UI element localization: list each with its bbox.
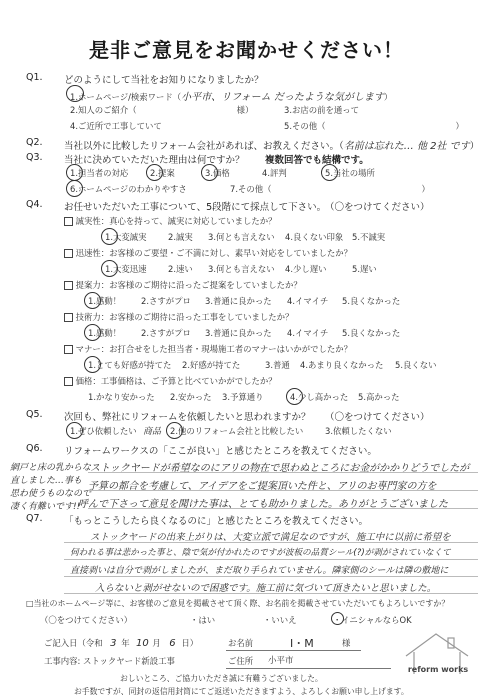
q1-number: Q1.: [26, 72, 43, 83]
q7-line-2: [64, 559, 478, 560]
q4-row-2-opt-2: 2.速い: [168, 264, 193, 274]
q5-note: （〇をつけてください）: [325, 412, 430, 423]
q3-circle-1: [66, 164, 83, 181]
q4-row-3-opt-3: 3.普通に良かった: [205, 296, 272, 306]
q6-question: リフォームワークスの「ここが良い」と感じたところを教えてください。: [64, 446, 377, 457]
q1-question: どのようにして当社をお知りになりましたか？: [64, 75, 264, 86]
q4-row-5-opt-3: 3.普通: [265, 360, 290, 370]
q7-line-1: [64, 542, 478, 543]
q7-question: 「もっとこうしたら良くなるのに」と感じたところを教えてください。: [64, 516, 369, 527]
q4-row-6-circle: [286, 388, 303, 405]
q4-row-3-opt-2: 2.さすがプロ: [141, 296, 191, 306]
entry-honorific: 様: [342, 638, 351, 648]
q4-row-2-label: 迅速性：お客様のご要望・ご不満に対し、素早い対応をしていましたか？: [64, 247, 352, 259]
q4-note: （〇をつけてください）: [325, 202, 430, 213]
q1-option-2: 2.知人のご紹介（ 様）: [70, 105, 254, 115]
q4-row-3-circle: [84, 292, 101, 309]
entry-year: 3: [110, 638, 117, 649]
q1-option-3: 3.お店の前を通って: [284, 105, 359, 115]
q1-selected-circle: [66, 85, 84, 102]
q4-row-4-opt-4: 4.イマイチ: [287, 328, 329, 338]
q4-row-6-opt-4: 4.少し高かった: [290, 392, 349, 402]
q7-answer-line-3: 直接剥いは自分で剥がしましたが、まだ取り手られていません。隣家側のシールは隣の敷地に: [70, 566, 449, 576]
q2-number: Q2.: [26, 137, 43, 148]
q7-line-4: [64, 593, 478, 594]
q3-option-3: 3.価格: [205, 168, 230, 178]
q1-option-1-answer: 小平市、リフォーム だったような気がします: [181, 92, 384, 103]
q4-row-1-opt-1: 1.大変誠実: [105, 232, 147, 242]
q6-line-3: [88, 508, 478, 509]
q6-line-2: [88, 490, 478, 491]
q4-row-5-opt-5: 5.良くない: [395, 360, 437, 370]
entry-address-line: [226, 668, 391, 669]
q4-row-1-opt-3: 3.何とも言えない: [208, 232, 275, 242]
q1-option-4: 4.ご近所で工事していて: [70, 121, 162, 131]
q4-row-5-opt-2: 2.好感が持てた: [182, 360, 241, 370]
entry-name: I・M: [290, 637, 314, 650]
q5-number: Q5.: [26, 409, 43, 420]
q3-circle-5: [321, 164, 338, 181]
q3-number: Q3.: [26, 152, 43, 163]
q5-handwritten-note: 商品: [143, 427, 162, 437]
q4-row-3-opt-1: 1.感動！: [88, 296, 122, 306]
q7-number: Q7.: [26, 513, 43, 524]
q3-option-1: 1.担当者の対応: [70, 168, 129, 178]
q4-row-3-label: 提案力：お客様のご期待に沿ったご提案をしていましたか？: [64, 279, 302, 291]
logo-text: reform works: [407, 665, 469, 674]
q4-row-6-opt-3: 3.予算通り: [222, 392, 264, 402]
q6-answer-line-2: 予算の都合を考慮して、アイデアをご提案頂いた件と、アリのお専門家の方を: [88, 481, 437, 492]
page-title: 是非ご意見をお聞かせください！: [89, 38, 404, 62]
q4-row-6-label: 価格：工事価格は、ご予算と比べていかがでしたか？: [64, 375, 277, 387]
footer-line-2: お手数ですが、同封の返信用封筒にてご返送いただきますよう、よろしくお願い申し上げます。: [74, 687, 409, 696]
q4-row-2-opt-3: 3.何とも言えない: [208, 264, 275, 274]
q3-option-5: 5.当社の場所: [325, 168, 375, 178]
q3-question: 当社に決めていただいた理由は何ですか？: [64, 155, 245, 166]
q6-answer-line-1: ストックヤードが希望なのにアリの物在で思わぬところにお金がかかりどうでしたが: [90, 463, 470, 474]
entry-name-line: [226, 650, 361, 651]
permission-note: （〇をつけてください）: [40, 615, 133, 625]
q4-row-3-opt-4: 4.イマイチ: [287, 296, 329, 306]
q4-row-5-opt-4: 4.あまり良くなかった: [300, 360, 384, 370]
q6-margin-note-3: 思わ使うものなので: [10, 489, 92, 499]
entry-address-label: ご住所: [228, 656, 254, 666]
q4-row-1-opt-5: 5.不誠実: [352, 232, 386, 242]
q7-answer-line-1: ストックヤードの出来上がりは、大変立派で満足なのですが、施工中に以前に希望を: [90, 532, 451, 543]
q3-option-2: 2.提案: [150, 168, 175, 178]
q4-row-2-opt-5: 5.遅い: [352, 264, 377, 274]
permission-option-no: ・いいえ: [263, 615, 297, 625]
q7-answer-line-4: 入らないと剥がせないので困惑です。施工前に気づいて頂きたいと思いました。: [95, 583, 437, 594]
q2-question: 当社以外に比較したリフォーム会社があれば、お教えください。（名前は忘れた… 他 2社 です）: [64, 141, 480, 152]
q4-row-4-opt-2: 2.さすがプロ: [141, 328, 191, 338]
entry-month: 10: [135, 638, 149, 649]
q6-margin-note-1: 網戸と床の乳からな: [10, 463, 92, 473]
q3-circle-2: [146, 164, 163, 181]
q4-row-5-label: マナー：お打合せをした担当者・現場施工者のマナーはいかがでしたか？: [64, 343, 352, 355]
q4-row-6-opt-2: 2.安かった: [170, 392, 212, 402]
q2-answer: 名前は忘れた… 他 2社 です: [343, 141, 470, 152]
q1-option-5: 5.その他（ ）: [284, 121, 464, 131]
q3-option-7: 7.その他（ ）: [230, 184, 430, 194]
entry-date: ご記入日（令和 3 年 10 月 6 日）: [44, 638, 199, 649]
entry-day: 6: [169, 638, 176, 649]
q4-row-1-opt-4: 4.良くない印象: [285, 232, 344, 242]
q4-row-2-opt-4: 4.少し遅い: [285, 264, 327, 274]
q5-option-1: 1.ぜひ依頼したい: [70, 426, 137, 436]
q3-circle-6: [66, 180, 83, 197]
q4-row-3-opt-5: 5.良くなかった: [342, 296, 401, 306]
q3-option-6: 6.ホームページのわかりやすさ: [70, 184, 187, 194]
q4-row-4-opt-1: 1.感動！: [88, 328, 122, 338]
q3-option-4: 4.評判: [262, 168, 287, 178]
reform-works-logo: [400, 630, 482, 690]
q7-answer-line-2: 伺われる事は悲かった事と、陰で気が付かれたのですが波板の品質シール(?)が剥がされていなくて: [70, 548, 451, 558]
q6-line-1: [88, 472, 478, 473]
entry-work: 工事内容: ストックヤード新設工事: [44, 656, 175, 666]
q4-row-4-opt-5: 5.良くなかった: [342, 328, 401, 338]
q4-row-6-opt-1: 1.かなり安かった: [88, 392, 155, 402]
q4-row-1-label: 誠実性：真心を持って、誠実に対応していましたか？: [64, 215, 277, 227]
q6-margin-note-2: 直しました…事も: [10, 476, 83, 486]
q5-question: 次回も、弊社にリフォームを依頼したいと思われますか？: [64, 412, 311, 423]
q3-circle-3: [201, 164, 218, 181]
q4-row-4-label: 技術力：お客様のご期待に沿った工事をしていましたか？: [64, 311, 293, 323]
q6-answer-line-3: 呼んで下さって意見を聞けた事は、とても助かりました。ありがとうございました: [78, 499, 448, 510]
q4-row-1-circle: [101, 228, 118, 245]
entry-name-label: お名前: [228, 638, 254, 648]
q5-option-2: 2.他のリフォーム会社と比較したい: [170, 426, 304, 436]
q6-margin-note-4: 凄く有難いです!!: [10, 502, 81, 512]
q4-question: お任せいただいた工事について、5段階にて採点して下さい。: [64, 202, 327, 213]
q5-circle-2: [166, 422, 183, 439]
q4-row-6-opt-5: 5.高かった: [358, 392, 400, 402]
permission-circle: [331, 612, 344, 625]
q4-row-1-opt-2: 2.誠実: [168, 232, 193, 242]
permission-question: □当社のホームページ等に、お客様のご意見を掲載させて頂く際、お名前を掲載させていただいてもよろしいですか？: [26, 599, 450, 608]
q5-option-3: 3.依頼したくない: [325, 426, 392, 436]
footer-line-1: おしいところ、ご協力いただき誠に有難うございました。: [120, 674, 323, 683]
q4-row-4-opt-3: 3.普通に良かった: [205, 328, 272, 338]
q4-row-4-circle: [84, 324, 101, 341]
permission-option-yes: ・はい: [190, 615, 216, 625]
q1-option-1: 1.ホームページ/検索ワード（小平市、リフォーム だったような気がします）: [70, 92, 393, 103]
q3-note: 複数回答でも結構です。: [265, 155, 369, 166]
q4-row-2-opt-1: 1.大変迅速: [105, 264, 147, 274]
q4-row-2-circle: [101, 260, 118, 277]
q7-line-3: [64, 576, 478, 577]
q4-row-5-circle: [84, 356, 101, 373]
permission-option-initials: ・イニシャルならOK: [333, 615, 412, 625]
q5-circle-1: [66, 422, 83, 439]
q4-row-5-opt-1: 1.とても好感が持てた: [88, 360, 172, 370]
q4-number: Q4.: [26, 199, 43, 210]
q6-number: Q6.: [26, 443, 43, 454]
entry-address: 小平市: [268, 656, 294, 666]
